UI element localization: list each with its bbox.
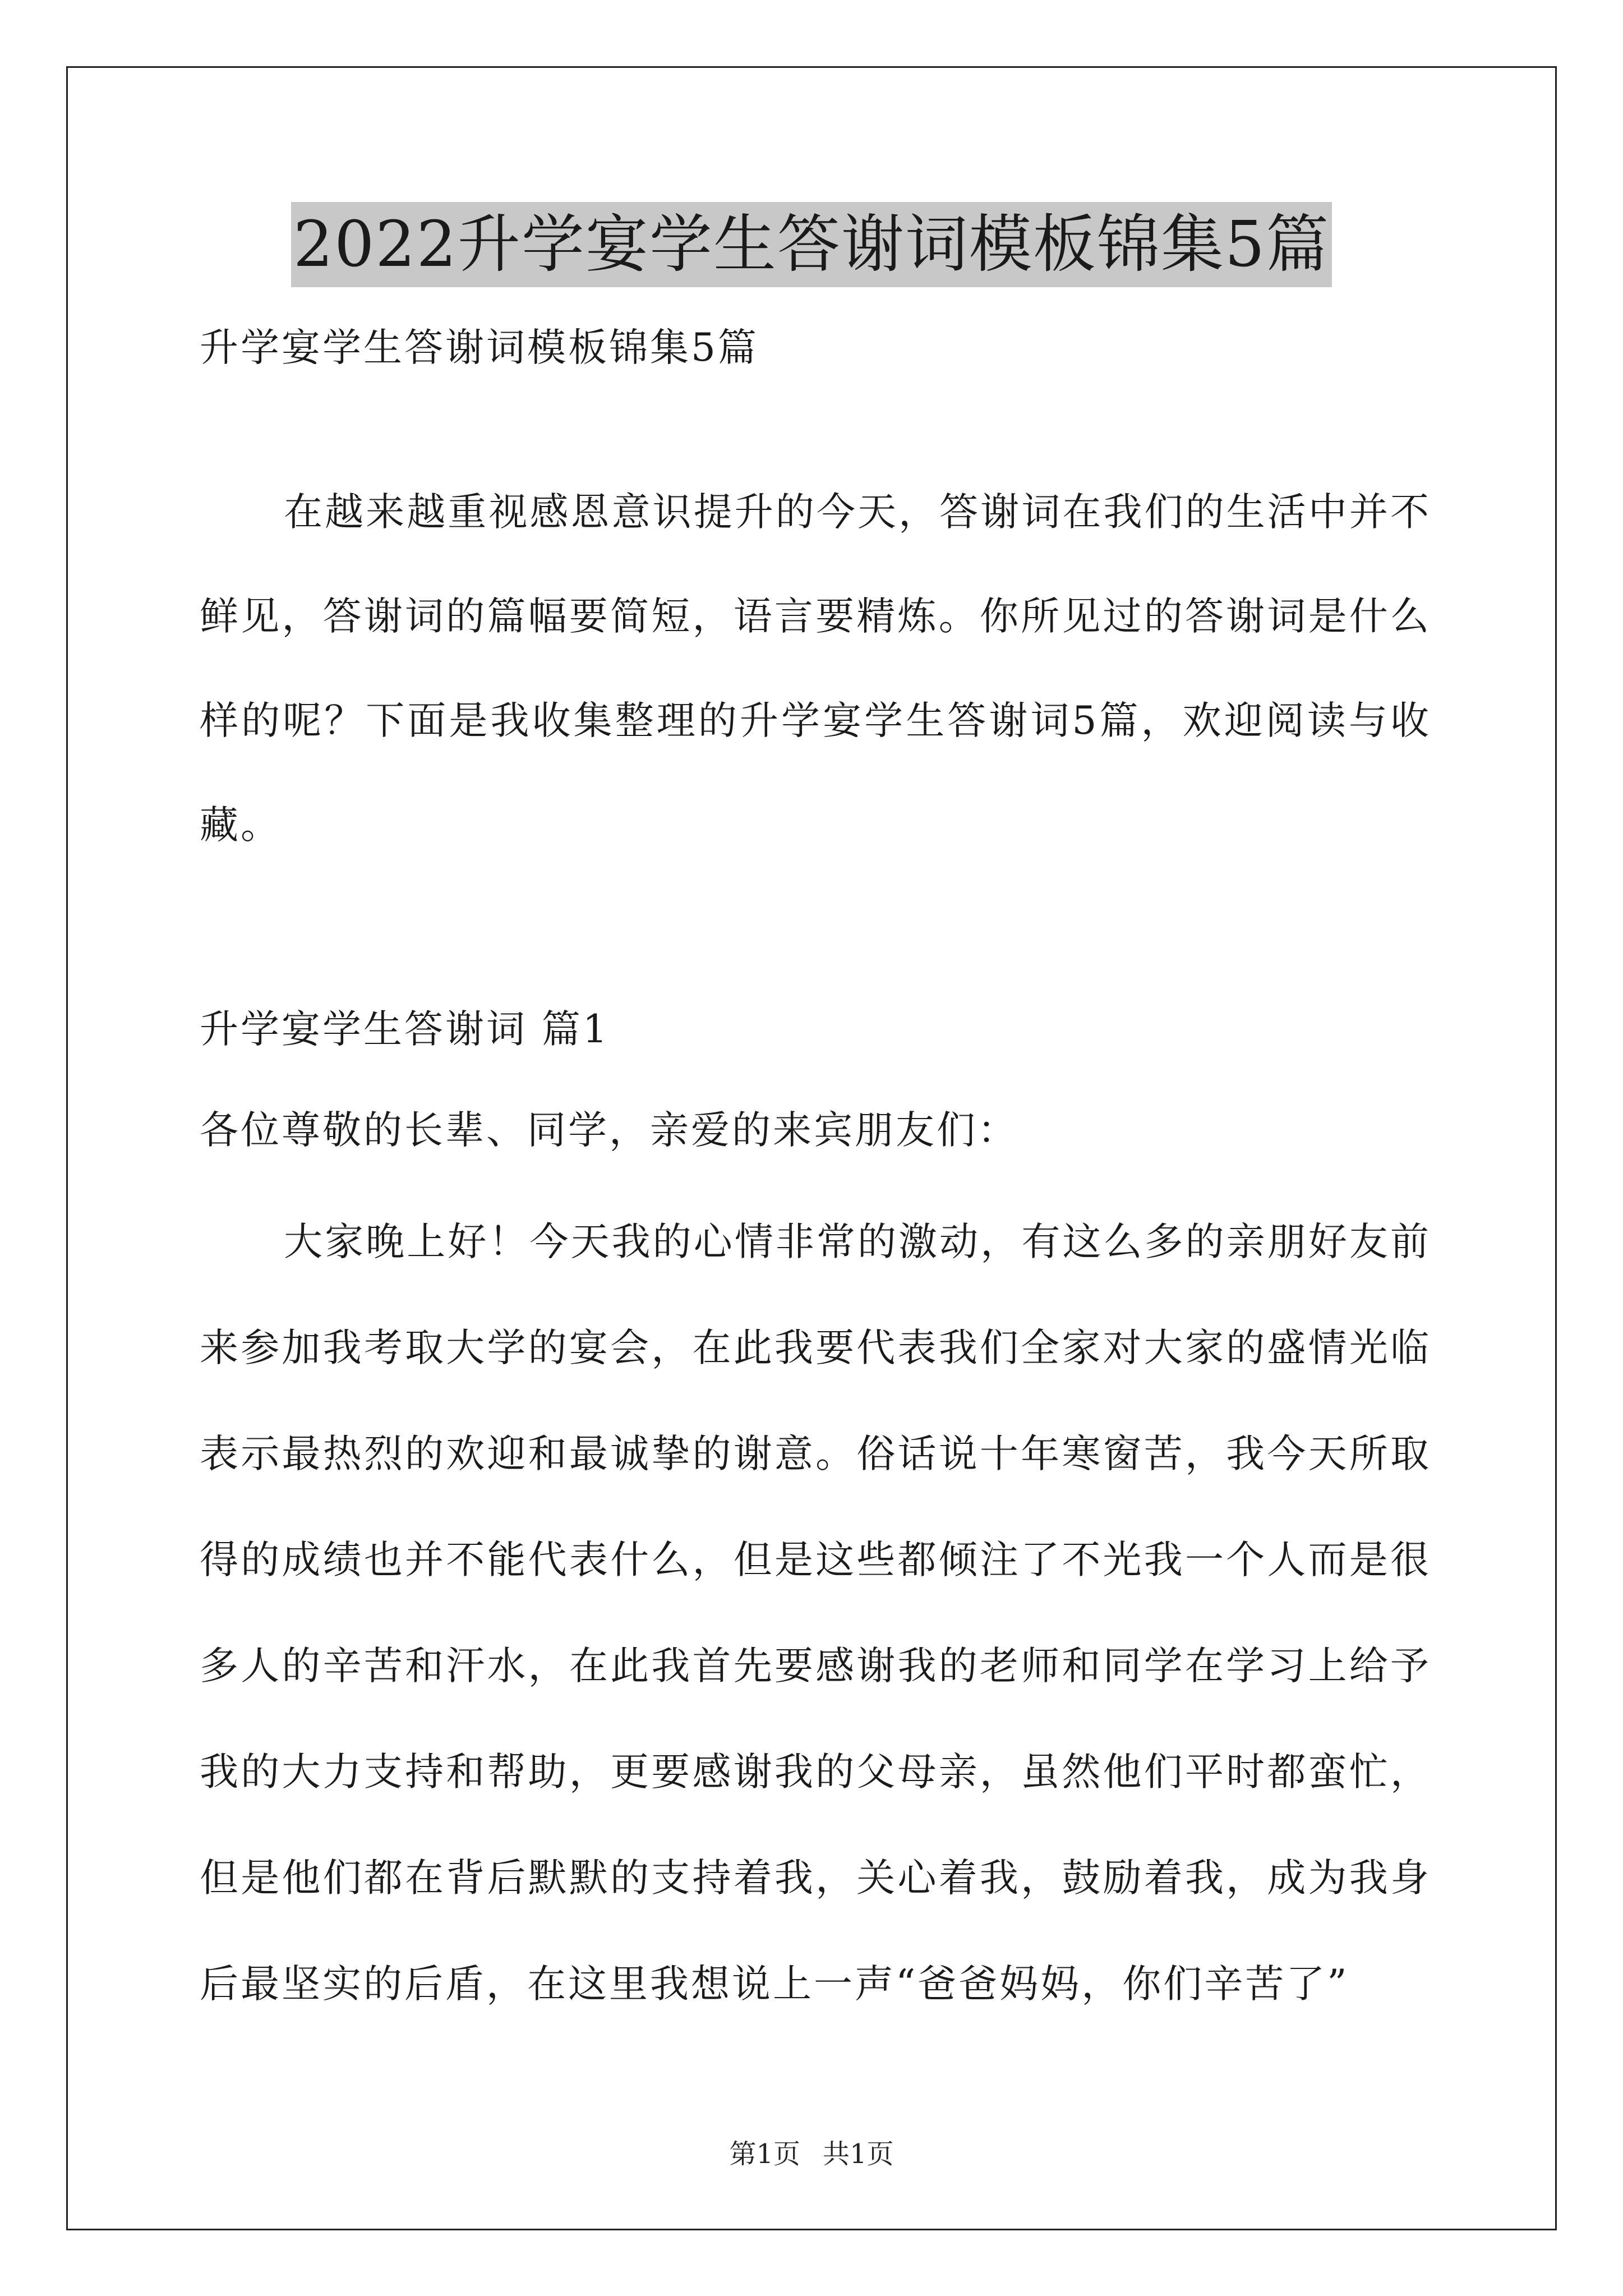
section-heading: 升学宴学生答谢词 篇1 (200, 1007, 610, 1052)
document-subtitle: 升学宴学生答谢词模板锦集5篇 (200, 325, 759, 370)
page-total: 共1页 (823, 2138, 894, 2170)
document-title: 2022升学宴学生答谢词模板锦集5篇 (291, 202, 1332, 287)
speech-paragraph: 大家晚上好！今天我的心情非常的激动，有这么多的亲朋好友前来参加我考取大学的宴会，在此我要代表我们全家对大家的盛情光临表示最热烈的欢迎和最诚挚的谢意。俗话说十年寒窗苦，我今天所取得的成绩也并不能代表什么，但是这些都倾注了不光我一个人而是很多人的辛苦和汗水，在此我首先要感谢我的老师和同学在学习上给予我的大力支持和帮助，更要感谢我的父母亲，虽然他们平时都蛮忙，但是他们都在背后默默的支持着我，关心着我，鼓励着我，成为我身后最坚实的后盾，在这里我想说上一声“爸爸妈妈，你们辛苦了” (200, 1220, 1431, 2007)
page-number: 第1页 (729, 2138, 800, 2170)
intro-section (200, 460, 1431, 877)
title-container (0, 202, 1623, 287)
salutation: 各位尊敬的长辈、同学，亲爱的来宾朋友们： (200, 1108, 1018, 1153)
speech-section (200, 1189, 1431, 2037)
page-footer (0, 2137, 1623, 2171)
intro-paragraph: 在越来越重视感恩意识提升的今天，答谢词在我们的生活中并不鲜见，答谢词的篇幅要简短，语言要精炼。你所见过的答谢词是什么样的呢？下面是我收集整理的升学宴学生答谢词5篇，欢迎阅读与收藏。 (200, 490, 1431, 848)
